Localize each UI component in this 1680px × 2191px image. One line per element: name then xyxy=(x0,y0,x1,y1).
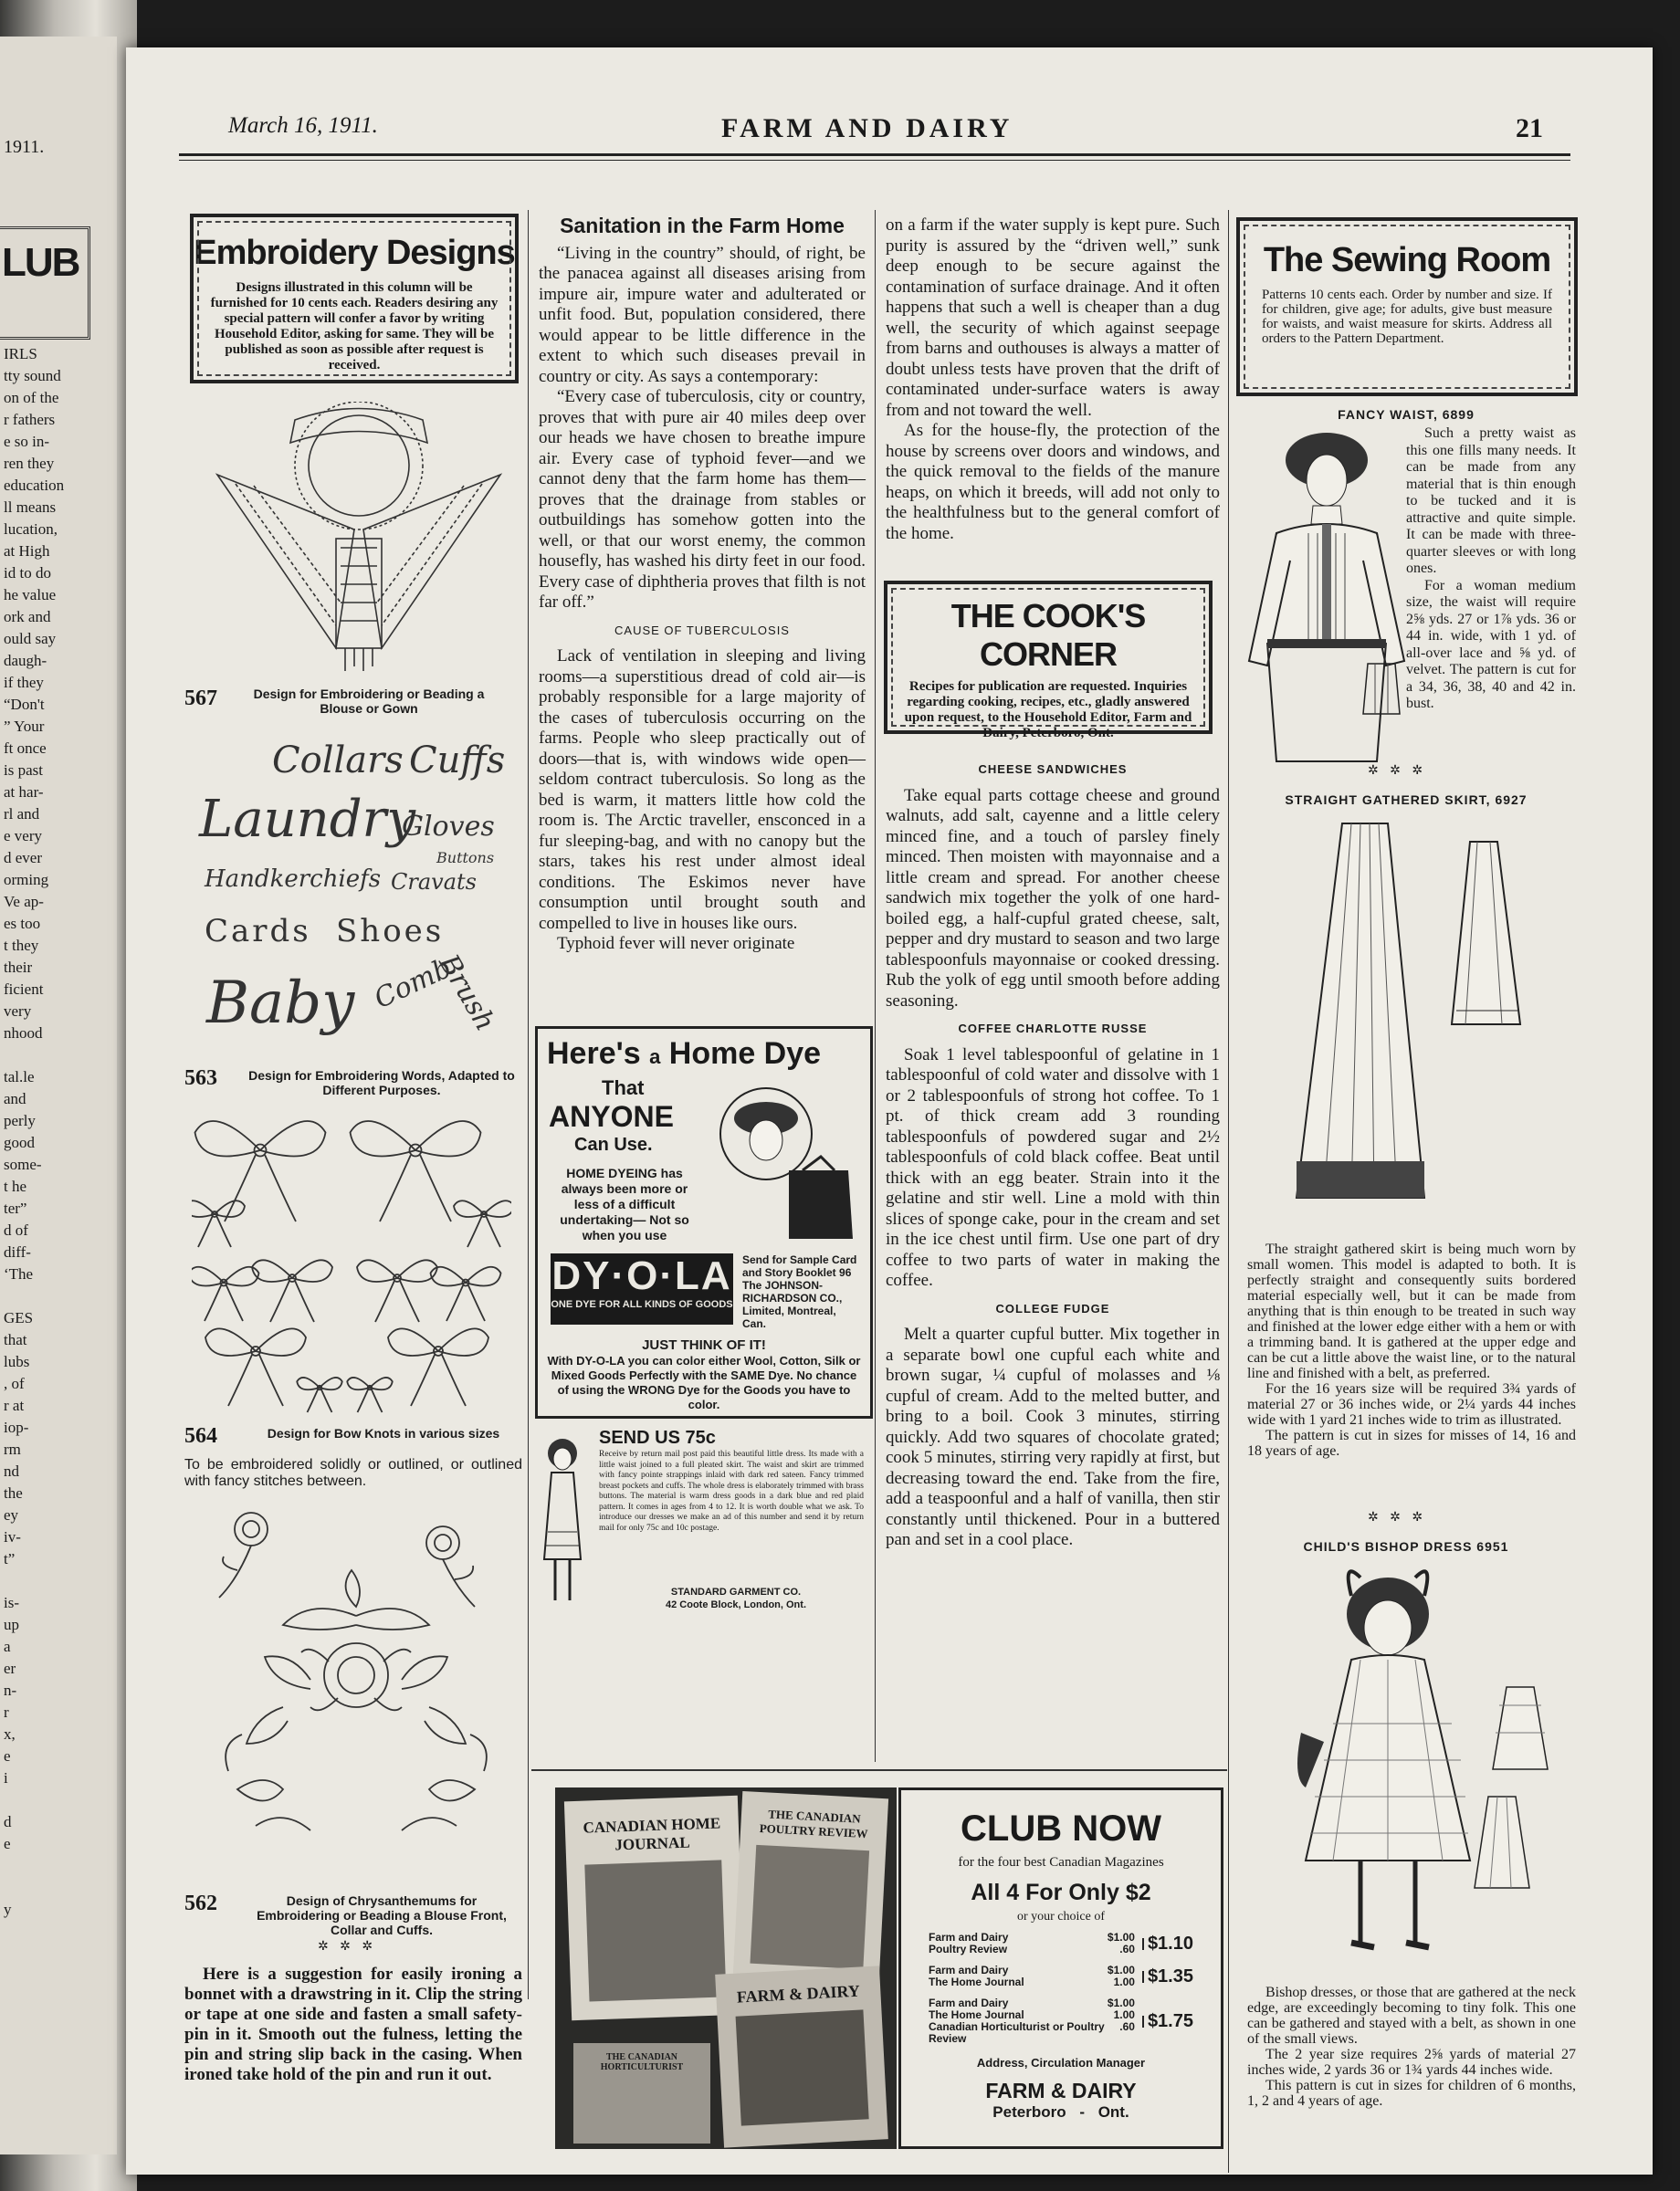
prev-page-line: up xyxy=(4,1616,19,1633)
bow-knot xyxy=(357,1260,437,1322)
recipes xyxy=(886,760,1220,1551)
column-divider xyxy=(1228,210,1229,2173)
magazine-title: CANADIAN HOME JOURNAL xyxy=(583,1814,721,1854)
prev-page-line: d of xyxy=(4,1221,28,1239)
dress-ad-company: STANDARD GARMENT CO. xyxy=(670,1587,802,1598)
dress-ad-address: 42 Coote Block, London, Ont. xyxy=(666,1599,806,1610)
prev-page-line: he value xyxy=(4,586,57,603)
recipe-title: CHEESE SANDWICHES xyxy=(978,762,1128,776)
prev-page-line: iv- xyxy=(4,1528,21,1546)
combo-magazine: Farm and Dairy xyxy=(929,1931,1009,1944)
prev-page-line: d ever xyxy=(4,849,43,866)
word-handkerchiefs: Handkerchiefs xyxy=(205,865,382,893)
magazine-cover xyxy=(733,1791,888,1981)
prev-page-line: that xyxy=(4,1331,27,1348)
previous-page-fragment xyxy=(0,37,117,2154)
masthead-title: FARM AND DAIRY xyxy=(721,113,1013,143)
cooks-corner-title: THE COOK'S CORNER xyxy=(950,597,1146,673)
fancy-waist-text2: For a woman medium size, the waist will require 2⅝ yds. 27 or 1⅞ yds. 36 or 44 in. wide, with 1 yd. of all-over lace and ⅝ yd. of velvet. The pattern is cut for a 34, 36, 38, 40 and 42 in. bust. xyxy=(1406,577,1576,711)
prev-page-line: , of xyxy=(4,1375,25,1392)
prev-page-line: tal.le xyxy=(4,1068,35,1085)
prev-page-line: at High xyxy=(4,542,50,560)
embroidery-header-box xyxy=(190,214,519,383)
magazine-title: THE CANADIAN HORTICULTURIST xyxy=(600,2052,684,2072)
club-now-sub: for the four best Canadian Magazines xyxy=(958,1855,1164,1870)
column-divider xyxy=(875,210,876,1762)
bow-knot xyxy=(454,1200,511,1247)
magazine-cover xyxy=(715,1966,888,2147)
bishop-text: Bishop dresses, or those that are gathered at the neck edge, are exceedingly becoming to tiny folk. This one can be gathered and stayed with a belt, as shown in one of the small views. xyxy=(1247,1985,1576,2047)
word-comb: Comb xyxy=(369,951,457,1016)
prev-page-line: if they xyxy=(4,674,44,691)
club-combo[interactable] xyxy=(929,1965,1193,1988)
prev-page-line: t they xyxy=(4,937,39,954)
prev-page-line: e so in- xyxy=(4,433,50,450)
prev-page-line: ll means xyxy=(4,498,57,516)
dye-can-use: Can Use. xyxy=(574,1135,653,1155)
bow-knot xyxy=(195,1121,326,1221)
prev-page-line: their xyxy=(4,959,33,976)
embroidery-note: Designs illustrated in this column will be furnished for 10 cents each. Readers desiring any special pattern will confer a favor by writing Household Editor, asking for same. They will be published as soon as possible after request is received. xyxy=(210,280,499,372)
prev-page-line: t he xyxy=(4,1178,27,1195)
bow-knot xyxy=(192,1267,259,1321)
prev-page-line: iop- xyxy=(4,1419,29,1436)
dress-ad-body: Receive by return mail post paid this beautiful little dress. Its made with a little waist joined to a full pleated skirt. The waist and skirt are trimmed with fancy pointe strappings inlaid with dark red sateen. Fancy trimmed breast pockets and cuffs. The whole dress is elaborately trimmed with brass buttons. The material is warm dress goods in a dark blue and red plaid pattern. It comes in ages from 4 to 12. It is worth double what we ask. To introduce our dresses we make an ad of this number and send it by return mail for only 75c and 10c postage. xyxy=(599,1450,864,1533)
dye-title-part: Home Dye xyxy=(668,1036,822,1071)
dye-think: JUST THINK OF IT! xyxy=(642,1337,766,1353)
club-city: Peterboro - Ont. xyxy=(992,2103,1129,2121)
prev-page-line: ter” xyxy=(4,1200,27,1217)
word-shoes: Shoes xyxy=(336,913,445,949)
prev-page-line: lubs xyxy=(4,1353,30,1370)
bow-knots-design-564 xyxy=(192,1105,511,1415)
combo-price: $1.00 xyxy=(1107,1931,1135,1944)
gathered-skirt-description xyxy=(1247,1242,1576,1459)
header-rule xyxy=(179,153,1570,156)
bow-knot xyxy=(431,1267,501,1321)
prev-page-line: “Don't xyxy=(4,696,45,713)
prev-club-box xyxy=(0,226,90,340)
prev-page-line: diff- xyxy=(4,1243,31,1261)
prev-page-line: ‘The xyxy=(4,1265,34,1283)
prev-page-line: rl and xyxy=(4,805,40,823)
prev-page-line: ” Your xyxy=(4,718,45,735)
prev-page-line: some- xyxy=(4,1156,42,1173)
sanitation-p4: Typhoid fever will never originate xyxy=(557,934,795,953)
dye-ad-title xyxy=(547,1036,821,1072)
dyola-brand-block xyxy=(551,1253,733,1325)
ironing-tip xyxy=(184,1965,522,2085)
pattern-title-6899: FANCY WAIST, 6899 xyxy=(1338,407,1475,422)
words-embroidery-design-563 xyxy=(199,730,509,1059)
magazine-title: THE CANADIAN POULTRY REVIEW xyxy=(759,1807,868,1841)
prev-page-line: id to do xyxy=(4,564,51,582)
recipe-text: Take equal parts cottage cheese and ground walnuts, add salt, cayenne and a little celery minced fine, and a touch of parsley finely minced. Then moisten with mayonnaise and a little cream and spread. For another cheese sandwich mix together the yolk of one hard-boiled egg, a half-cupful grated cheese, salt, pepper and dry mustard to season and two large tablespoonfuls mayonnaise or cooked dressing. Rub the yolk of egg until smooth before adding seasoning. xyxy=(886,785,1220,1011)
skirt-text2: For the 16 years size will be required 3¾ yards of material 27 or 36 inches wide, or 2¼ yards 44 inches wide with 1 yard 21 inches wide to trim as illustrated. xyxy=(1247,1381,1576,1428)
word-laundry: Laundry xyxy=(199,790,415,849)
word-collars: Collars xyxy=(272,739,404,781)
combo-total: $1.35 xyxy=(1142,1971,1193,1983)
design-number-563: 563 xyxy=(184,1066,217,1090)
club-combo[interactable] xyxy=(929,1997,1193,2045)
prev-page-line: education xyxy=(4,477,65,494)
combo-magazine: Poultry Review xyxy=(929,1943,1008,1955)
sanitation-p6: As for the house-fly, the protection of the house by screens over doors and windows, and the quick removal to the fields of the manure heaps, on which it breeds, will add not only to the healthfulness but to the general comfort of the home. xyxy=(886,421,1220,543)
recipe-text: Melt a quarter cupful butter. Mix together in a separate bowl one cupful each white and brown sugar, ¼ cupful of molasses and ⅛ cupful of cream. Add to the melted butter, and bring to a boil. Cook 3 minutes, stirring quickly. Add two squares of chocolate grated; cook 5 minutes, stirring very rapidly at first, but decreasing toward the end. Take from the fire, add a teaspoonful and a half of vanilla, then stir constantly until thickened. Pour in a buttered pan and set in a cool place. xyxy=(886,1325,1220,1549)
dyola-advertisement[interactable] xyxy=(535,1026,873,1419)
prev-page-line: IRLS xyxy=(4,345,37,362)
sanitation-p2: “Every case of tuberculosis, city or country, proves that with pure air 40 miles deep over our heads we have chosen to breathe impure air. Every case of typhoid fever—and we cannot deny that the farm home has them—proves that the drainage from stables or outbuildings has somehow gotten into the well, or that our worst enemy, the common housefly, has washed his dirty feet in our food. Every case of diphtheria proves that filth is not far off.” xyxy=(539,387,866,612)
sewing-room-title: The Sewing Room xyxy=(1263,241,1551,279)
prev-page-line: tty sound xyxy=(4,367,61,384)
prev-page-line: lucation, xyxy=(4,520,58,538)
design-note-564: To be embroidered solidly or outlined, or outlined with fancy stitches between. xyxy=(184,1457,522,1489)
recipe-title: COFFEE CHARLOTTE RUSSE xyxy=(958,1022,1148,1035)
section-stars: ✲ ✲ ✲ xyxy=(317,1939,377,1954)
bishop-text2: The 2 year size requires 2⅝ yards of material 27 inches wide, 2 yards 36 or 1¾ yards 44 inches wide. xyxy=(1247,2047,1576,2078)
prev-page-line: on of the xyxy=(4,389,59,406)
prev-page-line: er xyxy=(4,1660,16,1677)
club-now-title: CLUB NOW xyxy=(961,1808,1161,1849)
skirt-text: The straight gathered skirt is being much worn by small women. This model is adapted to both. It is perfectly straight and consequently suits bordered material especially well, but it can be made from anything that is thin enough to be treated in such way and finished at the lower edge either with a hem or with a trimming band. It is gathered at the upper edge and can be cut a little above the waist line, or to the natural line and finished with a belt, as preferred. xyxy=(1247,1242,1576,1381)
word-buttons: Buttons xyxy=(436,849,495,866)
prev-page-line: and xyxy=(4,1090,26,1107)
combo-magazine: The Home Journal xyxy=(929,1976,1024,1988)
prev-page-line: GES xyxy=(4,1309,34,1326)
prev-page-line: r xyxy=(4,1704,9,1721)
prev-page-line: perly xyxy=(4,1112,36,1129)
prev-page-line: d xyxy=(4,1813,12,1830)
dress-advertisement[interactable] xyxy=(535,1428,867,1620)
blouse-embroidery-design-567 xyxy=(208,402,509,676)
word-cravats: Cravats xyxy=(391,869,477,895)
sewing-room-note: Patterns 10 cents each. Order by number and size. If for children, give age; for adults, give bust measure for waists, and waist measure for skirts. Address all orders to the Pattern Department. xyxy=(1262,288,1552,346)
design-number-562: 562 xyxy=(184,1892,217,1915)
dye-title-part: a xyxy=(649,1045,661,1068)
combo-magazine: The Home Journal xyxy=(929,2008,1024,2021)
prev-page-line: t” xyxy=(4,1550,16,1567)
ironing-tip-text: Here is a suggestion for easily ironing a bonnet with a drawstring in it. Clip the string or tape at one side and fasten a small safety-pin in it. Smooth out the fulness, letting the pin and string slip back in the casing. When ironed take hold of the pin and run it out. xyxy=(184,1965,522,2084)
club-now-advertisement[interactable] xyxy=(898,1787,1223,2149)
sanitation-title: Sanitation in the Farm Home xyxy=(560,214,845,237)
word-baby: Baby xyxy=(206,970,355,1037)
prev-page-line: daugh- xyxy=(4,652,47,669)
magazines-photo xyxy=(555,1787,897,2149)
combo-total: $1.75 xyxy=(1142,2016,1193,2028)
fancy-waist-back-view xyxy=(1359,659,1404,723)
club-publisher: FARM & DAIRY xyxy=(985,2079,1137,2102)
design-caption-567: Design for Embroidering or Beading a Blouse or Gown xyxy=(253,687,485,716)
bow-knot xyxy=(205,1328,306,1406)
bow-knot xyxy=(347,1378,393,1412)
prev-page-line: n- xyxy=(4,1682,17,1699)
club-address: Address, Circulation Manager xyxy=(976,2056,1146,2070)
chrysanthemum-design-562 xyxy=(201,1497,511,1862)
prev-page-line: orming xyxy=(4,871,49,888)
skirt-text3: The pattern is cut in sizes for misses of 14, 16 and 18 years of age. xyxy=(1247,1428,1576,1459)
prev-page-line: at har- xyxy=(4,783,44,801)
dye-sample-offer[interactable]: Send for Sample Card and Story Booklet 96 The JOHNSON-RICHARDSON CO., Limited, Montreal, Can. xyxy=(742,1253,857,1330)
prev-page-line: rm xyxy=(4,1441,21,1458)
prev-page-line: ey xyxy=(4,1506,19,1524)
word-cuffs: Cuffs xyxy=(409,739,506,781)
header-rule-thin xyxy=(179,160,1570,161)
gathered-skirt-illustration xyxy=(1278,814,1543,1216)
bishop-dress-illustration xyxy=(1287,1559,1561,1979)
prev-page-line: ficient xyxy=(4,980,44,998)
combo-price: $1.00 xyxy=(1107,1964,1135,1976)
dye-anyone: ANYONE xyxy=(549,1100,674,1133)
combo-total: $1.10 xyxy=(1142,1938,1193,1950)
cooks-corner-box xyxy=(884,581,1213,740)
prev-page-line: e xyxy=(4,1835,11,1852)
club-now-offer: All 4 For Only $2 xyxy=(971,1880,1151,1905)
recipe-title: COLLEGE FUDGE xyxy=(995,1301,1110,1316)
prev-page-line: ren they xyxy=(4,455,55,472)
prev-page-line: good xyxy=(4,1134,35,1151)
section-stars: ✲ ✲ ✲ xyxy=(1367,763,1427,778)
pattern-title-6951: CHILD'S BISHOP DRESS 6951 xyxy=(1303,1539,1509,1554)
bow-knot xyxy=(351,1121,481,1221)
bow-knot xyxy=(388,1328,488,1406)
design-number-564: 564 xyxy=(184,1424,217,1448)
prev-page-line: is past xyxy=(4,761,43,779)
section-stars: ✲ ✲ ✲ xyxy=(1367,1510,1427,1525)
prev-page-line: e very xyxy=(4,827,43,844)
magazine-title: FARM & DAIRY xyxy=(736,1981,861,2007)
prev-page-line: y xyxy=(4,1901,12,1918)
section-divider xyxy=(531,1769,1227,1771)
word-brush: Brush xyxy=(432,949,501,1037)
pattern-title-6927: STRAIGHT GATHERED SKIRT, 6927 xyxy=(1285,792,1528,807)
word-cards: Cards xyxy=(205,913,311,949)
cooks-corner-note: Recipes for publication are requested. Inquiries regarding cooking, recipes, etc., gladly answered upon request, to the Household Editor, Farm and Dairy, Peterboro, Ont. xyxy=(904,679,1192,740)
dye-footer: With DY-O-LA you can color either Wool, Cotton, Silk or Mixed Goods Perfectly with the SAME Dye. No chance of using the WRONG Dye for the Goods you have to color. xyxy=(547,1354,861,1411)
combo-magazine: Farm and Dairy xyxy=(929,1997,1009,2009)
dye-body: HOME DYEING has always been more or less of a difficult undertaking— Not so when you use xyxy=(560,1166,689,1242)
club-now-choice: or your choice of xyxy=(1016,1910,1106,1924)
dye-title-part: Here's xyxy=(547,1036,641,1071)
club-combos xyxy=(929,1932,1193,2045)
sanitation-p1: “Living in the country” should, of right, be the panacea against all diseases arising from impure air, impure water and adulterated or unfit food. But, population considered, there would appear to be little difference in the extent to which such diseases prevail in country or city. As says a contemporary: xyxy=(539,243,866,386)
page-number: 21 xyxy=(1516,113,1543,143)
combo-price: .60 xyxy=(1119,2020,1135,2033)
prev-page-line: a xyxy=(4,1638,11,1655)
bow-knot xyxy=(297,1378,342,1412)
magazine-cover xyxy=(573,2043,710,2144)
prev-club-text: LUB xyxy=(2,240,79,285)
prev-page-line: nd xyxy=(4,1462,19,1480)
dyola-tagline: ONE DYE FOR ALL KINDS OF GOODS xyxy=(551,1299,733,1310)
prev-page-line: Ve ap- xyxy=(4,893,44,910)
sewing-room-box xyxy=(1236,217,1578,396)
combo-price: .60 xyxy=(1119,1943,1135,1955)
sanitation-p3: Lack of ventilation in sleeping and living rooms—a superstitious dread of cold air—is probably responsible for a large majority of the cases of tuberculosis occurring on the farms. People who sleep practically out of doors—that is, with windows wide open—seldom contract tuberculosis. So long as the bed is warm, it matters little how cold the room is. The Arctic traveller, ensconced in a fur sleeping-bag, and with no canopy but the stars, takes his rest under almost ideal conditions. The Eskimos never have consumption until brought south and compelled to live in houses like ours. xyxy=(539,646,866,933)
combo-magazine: Canadian Horticulturist or Poultry Review xyxy=(929,2020,1105,2045)
prev-page-line: is- xyxy=(4,1594,19,1611)
prev-page-line: e xyxy=(4,1747,11,1765)
issue-date: March 16, 1911. xyxy=(228,113,378,138)
prev-page-line: ft once xyxy=(4,739,47,757)
combo-magazine: Farm and Dairy xyxy=(929,1964,1009,1976)
sanitation-article xyxy=(539,215,866,955)
column-divider xyxy=(528,210,529,1999)
bishop-dress-description xyxy=(1247,1985,1576,2109)
fancy-waist-description xyxy=(1406,425,1576,713)
dress-ad-headline: SEND US 75c xyxy=(599,1428,716,1448)
prev-page-line: the xyxy=(4,1484,23,1502)
combo-price: 1.00 xyxy=(1113,2008,1135,2021)
prev-year: 1911. xyxy=(4,137,45,157)
dyola-brand: DY·O·LA xyxy=(551,1253,732,1298)
woman-portrait-illustration xyxy=(711,1084,857,1239)
prev-page-line: r at xyxy=(4,1397,25,1414)
design-caption-563: Design for Embroidering Words, Adapted to Different Purposes. xyxy=(248,1068,515,1097)
design-caption-564: Design for Bow Knots in various sizes xyxy=(267,1426,500,1441)
recipe-text: Soak 1 level tablespoonful of gelatine in 1 tablespoonful of cold water and dissolve with 1 or 2 tablespoonfuls of strong hot coffee. To 1 pt. of thick cream add 3 rounding tablespoonfuls of powdered sugar and 2½ tablespoonfuls of cold black coffee. Beat until thick with an egg beater. Strain into it the gelatine and stir well. Line a mold with thin slices of sponge cake, pour in the cream and set in the ice chest until firm. Use one part of dry coffee to two parts of water in making the coffee. xyxy=(886,1044,1220,1290)
sanitation-continued xyxy=(886,215,1220,544)
girl-dress-illustration xyxy=(535,1431,592,1614)
design-caption-562: Design of Chrysanthemums for Embroidering or Beading a Blouse Front, Collar and Cuffs. xyxy=(257,1893,507,1937)
club-combo[interactable] xyxy=(929,1932,1193,1955)
bishop-text3: This pattern is cut in sizes for children of 6 months, 1, 2 and 4 years of age. xyxy=(1247,2078,1576,2109)
word-gloves: Gloves xyxy=(402,811,495,843)
prev-page-line: r fathers xyxy=(4,411,56,428)
prev-page-line: es too xyxy=(4,915,41,932)
dye-that: That xyxy=(602,1076,645,1099)
sanitation-p5: on a farm if the water supply is kept pure. Such purity is assured by the “driven well,” sunk deep enough to be secure against the contamination of surface drainage. And it often happens that such a well is cheaper than a dug well, the security of which against seepage from barns and outhouses is always a matter of doubt unless tests have proven that the drift of contaminated under-surface waters is away from and not toward the well. xyxy=(886,215,1220,420)
combo-price: $1.00 xyxy=(1107,1997,1135,2009)
prev-page-line: ork and xyxy=(4,608,51,625)
embroidery-title: Embroidery Designs xyxy=(194,234,515,272)
prev-page-line: i xyxy=(4,1769,8,1787)
prev-page-line: x, xyxy=(4,1725,16,1743)
design-number-567: 567 xyxy=(184,687,217,710)
combo-price: 1.00 xyxy=(1113,1976,1135,1988)
bow-knot xyxy=(192,1200,245,1247)
prev-page-line: very xyxy=(4,1002,32,1020)
prev-page-line: nhood xyxy=(4,1024,43,1042)
prev-page-line: ould say xyxy=(4,630,57,647)
fancy-waist-text: Such a pretty waist as this one fills many needs. It can be made from any material that is thin enough to be tucked and it is attractive and quite simple. It can be made with three-quarter sleeves or with long ones. xyxy=(1406,425,1576,576)
bow-knot xyxy=(252,1260,332,1322)
tuberculosis-subhead: CAUSE OF TUBERCULOSIS xyxy=(614,623,790,637)
